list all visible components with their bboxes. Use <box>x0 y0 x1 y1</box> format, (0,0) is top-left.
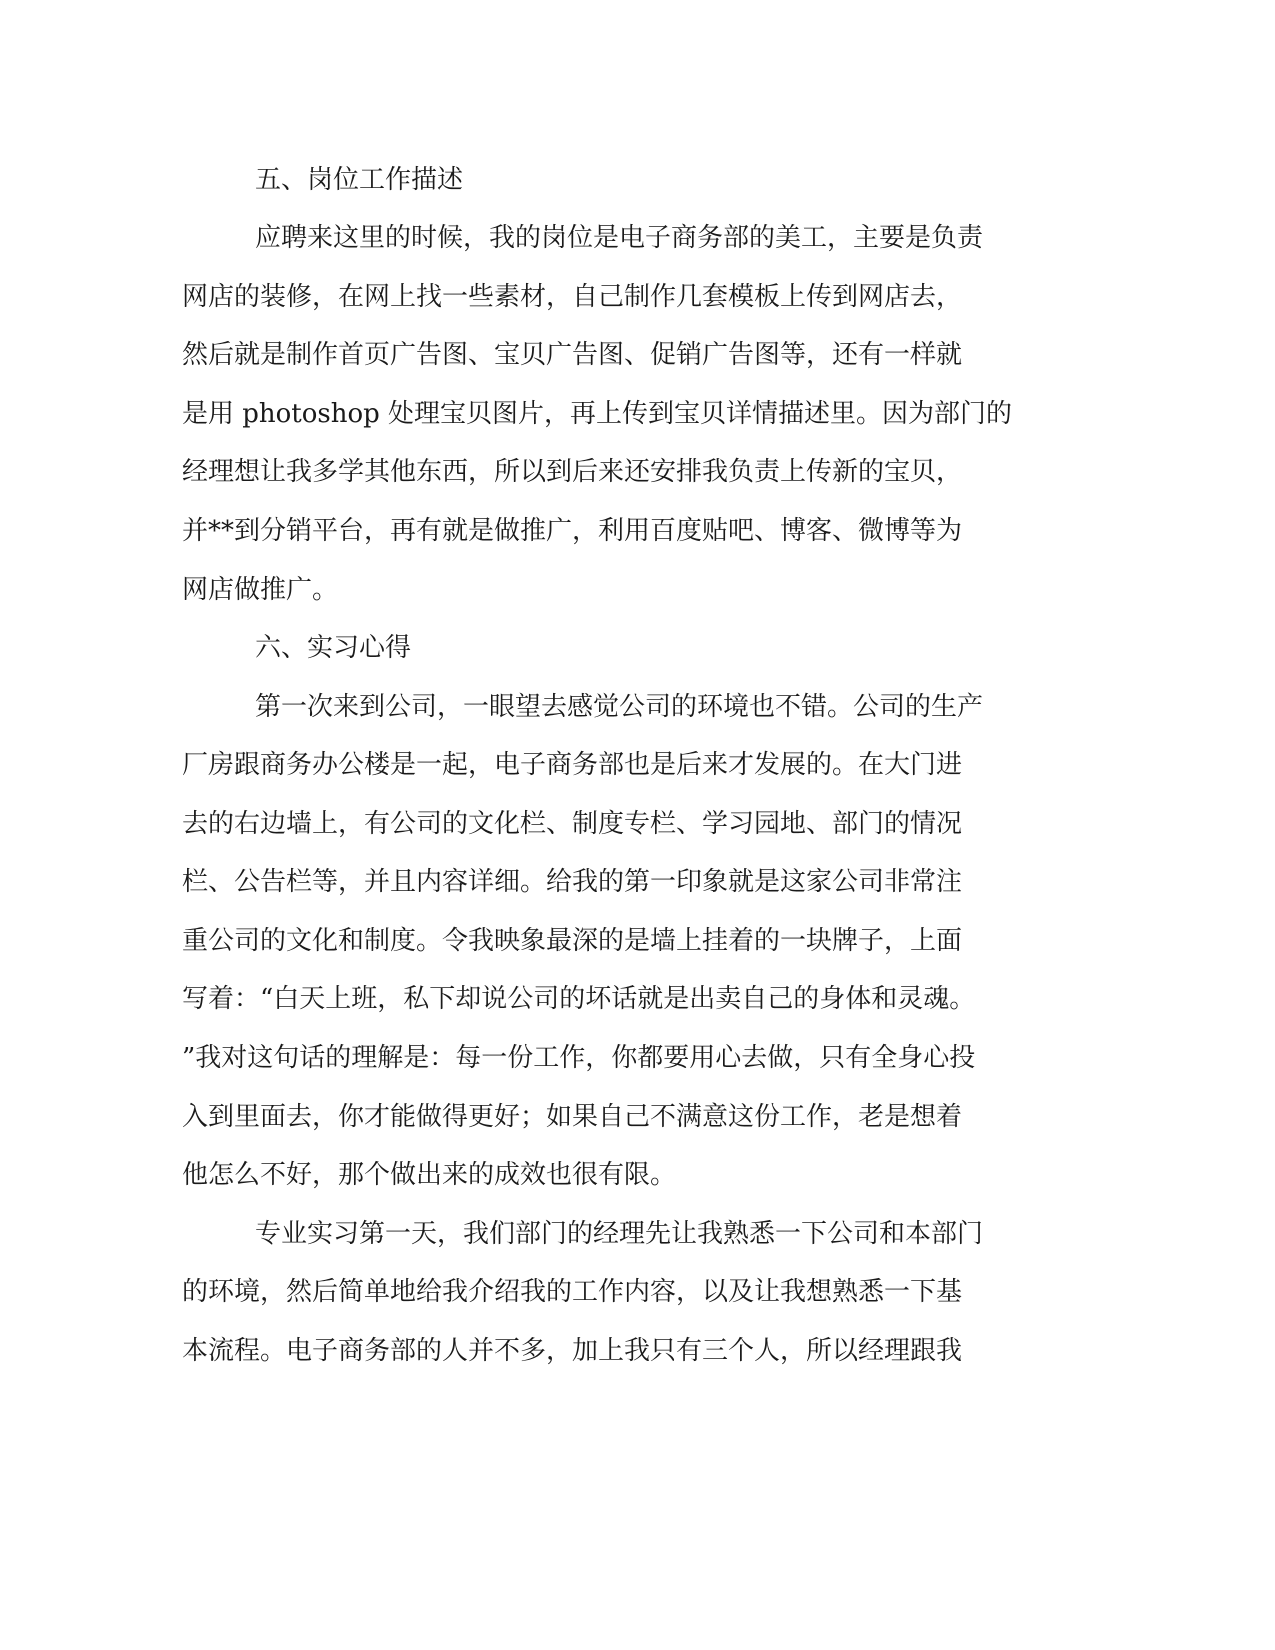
paragraph-line: 第一次来到公司，一眼望去感觉公司的环境也不错。公司的生产 <box>255 692 984 722</box>
section-heading-internship-thoughts: 六、实习心得 <box>255 633 412 663</box>
paragraph-line: 去的右边墙上，有公司的文化栏、制度专栏、学习园地、部门的情况 <box>182 809 963 839</box>
paragraph-line: 入到里面去，你才能做得更好；如果自己不满意这份工作，老是想着 <box>182 1102 963 1132</box>
paragraph-line: 网店做推广。 <box>182 575 339 605</box>
paragraph-line: 应聘来这里的时候，我的岗位是电子商务部的美工，主要是负责 <box>255 223 984 253</box>
paragraph-line: 网店的装修，在网上找一些素材，自己制作几套模板上传到网店去， <box>182 282 963 312</box>
paragraph-line: 本流程。电子商务部的人并不多，加上我只有三个人，所以经理跟我 <box>182 1336 963 1366</box>
paragraph-line: 写着：“白天上班，私下却说公司的坏话就是出卖自己的身体和灵魂。 <box>182 984 976 1014</box>
paragraph-line: 栏、公告栏等，并且内容详细。给我的第一印象就是这家公司非常注 <box>182 867 963 897</box>
paragraph-line: 并**到分销平台，再有就是做推广，利用百度贴吧、博客、微博等为 <box>182 516 963 546</box>
paragraph-line: 的环境，然后简单地给我介绍我的工作内容，以及让我想熟悉一下基 <box>182 1277 963 1307</box>
section-heading-job-description: 五、岗位工作描述 <box>255 165 464 195</box>
paragraph-line: 他怎么不好，那个做出来的成效也很有限。 <box>182 1160 677 1190</box>
paragraph-line: 重公司的文化和制度。令我映象最深的是墙上挂着的一块牌子，上面 <box>182 926 963 956</box>
paragraph-line: 厂房跟商务办公楼是一起，电子商务部也是后来才发展的。在大门进 <box>182 750 963 780</box>
paragraph-line: ”我对这句话的理解是：每一份工作，你都要用心去做，只有全身心投 <box>182 1043 976 1073</box>
paragraph-line: 然后就是制作首页广告图、宝贝广告图、促销广告图等，还有一样就 <box>182 340 963 370</box>
paragraph-line: 经理想让我多学其他东西，所以到后来还安排我负责上传新的宝贝， <box>182 457 963 487</box>
paragraph-line: 是用 photoshop 处理宝贝图片，再上传到宝贝详情描述里。因为部门的 <box>182 399 1013 429</box>
paragraph-line: 专业实习第一天，我们部门的经理先让我熟悉一下公司和本部门 <box>255 1219 984 1249</box>
